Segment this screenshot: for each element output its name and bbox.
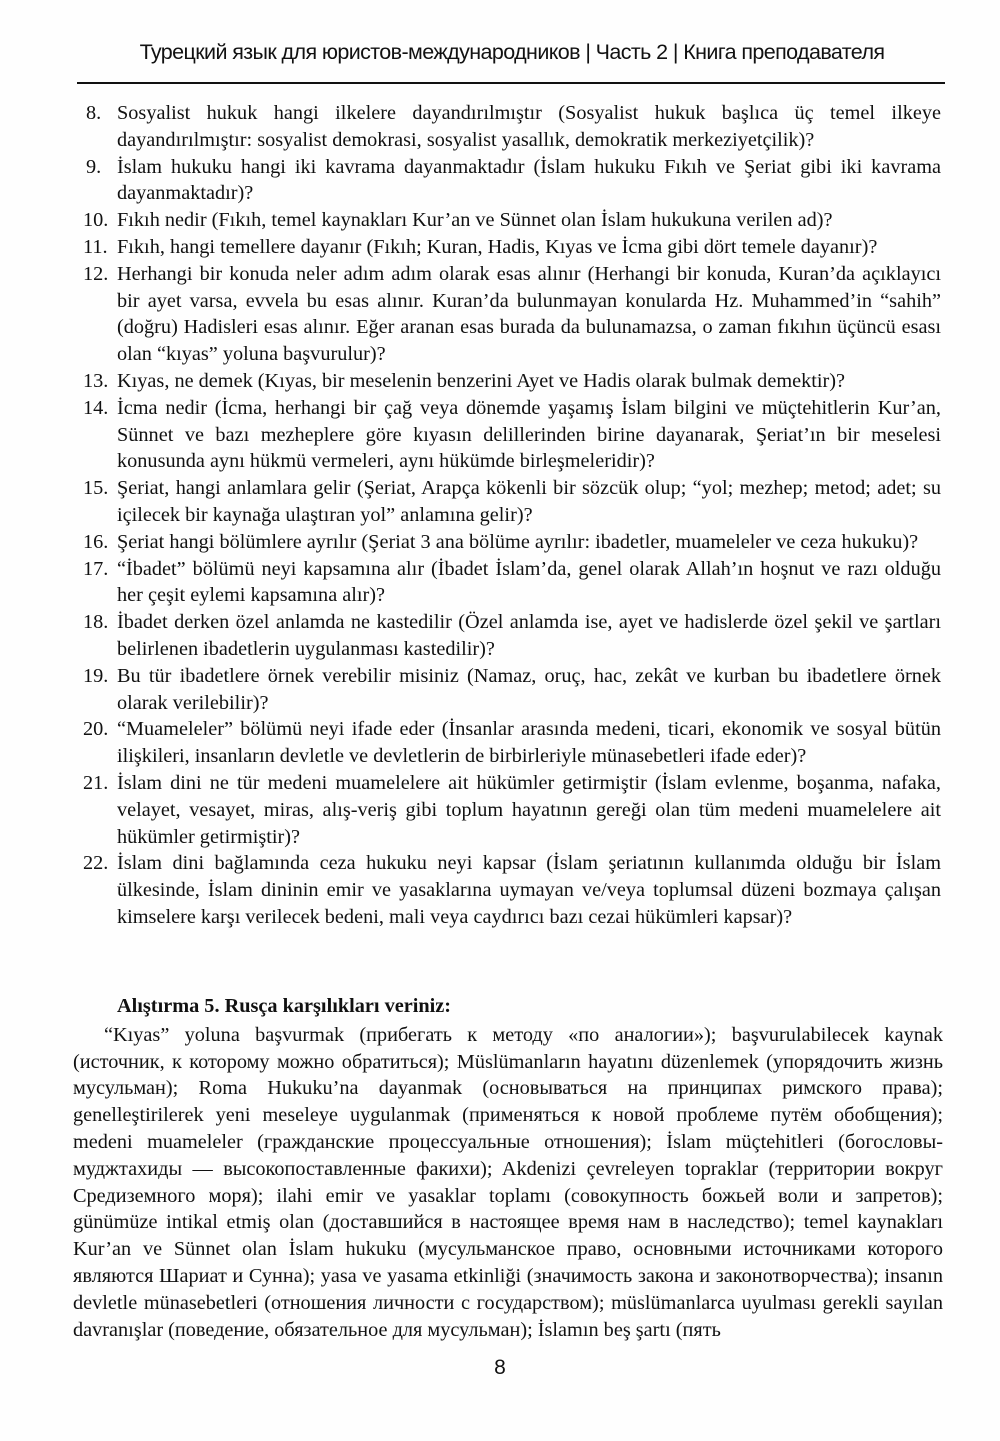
question-item bbox=[83, 770, 941, 850]
question-number: 20. bbox=[83, 718, 109, 741]
header-rule bbox=[77, 82, 945, 84]
question-text: Kıyas, ne demek (Kıyas, bir meselenin benzerini Ayet ve Hadis olarak bulmak demektir)? bbox=[117, 369, 846, 392]
question-number: 22. bbox=[83, 852, 109, 875]
question-text: İslam hukuku hangi iki kavrama dayanmaktadır (İslam hukuku Fıkıh ve Şeriat gibi iki kavrama dayanmaktadır)? bbox=[117, 155, 941, 205]
question-text: “İbadet” bölümü neyi kapsamına alır (İbadet İslam’da, genel olarak Allah’ın hoşnut ve razı olduğu her çeşit eylemi kapsamına alır)? bbox=[117, 557, 941, 607]
running-header: Турецкий язык для юристов-международников | Часть 2 | Книга преподавателя bbox=[139, 40, 885, 64]
question-item bbox=[83, 395, 941, 475]
question-number: 14. bbox=[83, 396, 109, 419]
question-number: 9. bbox=[86, 155, 102, 178]
question-text: İslam dini bağlamında ceza hukuku neyi kapsar (İslam şeriatının kullanımda olduğu bir İslam ülkesinde, İslam dininin emir ve yasaklarına uymayan ve/veya toplumsal düzeni bozmaya çalışan kimselere karşı verilecek bedeni, mali veya caydırıcı bazı cezai hükümleri kapsar)? bbox=[117, 852, 941, 928]
question-item bbox=[83, 475, 941, 529]
question-text: “Muameleler” bölümü neyi ifade eder (İnsanlar arasında medeni, ticari, ekonomik ve sosyal bütün ilişkileri, insanların devletle ve devletlerin de birbirleriyle münasebetleri ifade eder)? bbox=[117, 718, 941, 768]
question-text: Şeriat hangi bölümlere ayrılır (Şeriat 3 ana bölüme ayrılır: ibadetler, muameleler ve ceza hukuku)? bbox=[117, 530, 919, 553]
question-number: 15. bbox=[83, 477, 109, 500]
question-number: 21. bbox=[83, 771, 109, 794]
exercise-body: “Kıyas” yoluna başvurmak (прибегать к методу «по аналогии»); başvurulabilecek kaynak (источник, к которому можно обратиться); Müslümanların hayatını düzenlemek (упорядочить жизнь мусульман); Roma Hukuku’na dayanmak (основываться на принципах римского права); genelleştirilerek yeni meseleye uygulanmak (применяться к новой проблеме путём обобщения); medeni muameleler (гражданские процессуальные отношения); İslam müçtehitleri (богословы-муджтахиды — высокопоставленные факихи); Akdenizi çevreleyen topraklar (территории вокруг Средиземного моря); ilahi emir ve yasaklar toplamı (совокупность божьей воли и запретов); günümüze intikal etmiş olan (доставшийся в настоящее время нам в наследство); temel kaynakları Kur’an ve Sünnet olan İslam hukuku (мусульманское право, основными источниками которого являются Шариат и Сунна); yasa ve yasama etkinliği (значимость закона и законотворчества); insanın devletle münasebetleri (отношения личности с государством); müslümanlarca uyulması gerekli sayılan davranışlar (поведение, обязательное для мусульман); İslamın beş şartı (пять bbox=[73, 1023, 943, 1341]
question-number: 12. bbox=[83, 262, 109, 285]
exercise-title: Alıştırma 5. Rusça karşılıkları veriniz: bbox=[117, 995, 452, 1017]
question-text: Fıkıh nedir (Fıkıh, temel kaynakları Kur’an ve Sünnet olan İslam hukukuna verilen ad)? bbox=[117, 209, 833, 232]
question-item bbox=[83, 556, 941, 610]
question-text: Bu tür ibadetlere örnek verebilir misiniz (Namaz, oruç, hac, zekât ve kurban bu ibadetlere örnek olarak verilebilir)? bbox=[117, 664, 941, 714]
question-number: 11. bbox=[83, 235, 108, 258]
question-item bbox=[86, 154, 941, 208]
question-text: İcma nedir (İcma, herhangi bir çağ veya dönemde yaşamış İslam bilgini ve müçtehitlerin Kur’an, Sünnet ve bazı mezheplere göre kıyasın delillerinden birine dayanarak, Şeriat’ın bir meselesi konusunda aynı hükmü vermeleri, aynı hükümde birleşmeleridir)? bbox=[117, 396, 941, 473]
question-number: 18. bbox=[83, 611, 109, 634]
question-list bbox=[83, 100, 941, 931]
question-text: İbadet derken özel anlamda ne kastedilir (Özel anlamda ise, ayet ve hadislerde özel şekil ve şartları belirlenen ibadetlerin uygulanması kastedilir)? bbox=[117, 611, 941, 660]
question-item bbox=[83, 850, 941, 930]
page-number: 8 bbox=[494, 1356, 506, 1379]
question-item bbox=[83, 663, 941, 717]
question-number: 17. bbox=[83, 557, 109, 580]
question-number: 13. bbox=[83, 369, 109, 392]
question-text: Sosyalist hukuk hangi ilkelere dayandırılmıştır (Sosyalist hukuk başlıca üç temel ilkeye dayandırılmıştır: sosyalist demokrasi, sosyalist yasallık, demokratik merkeziyetçilik)? bbox=[117, 102, 941, 151]
question-item bbox=[83, 529, 941, 556]
question-item bbox=[83, 234, 941, 261]
question-number: 10. bbox=[83, 209, 109, 232]
question-item bbox=[83, 207, 941, 234]
question-text: Şeriat, hangi anlamlara gelir (Şeriat, Arapça kökenli bir sözcük olup; “yol; mezhep; metod; adet; su içilecek bir kaynağa ulaştıran yol” anlamına gelir)? bbox=[117, 477, 941, 526]
question-item bbox=[86, 100, 941, 154]
question-text: Fıkıh, hangi temellere dayanır (Fıkıh; Kuran, Hadis, Kıyas ve İcma gibi dört temele dayanır)? bbox=[117, 235, 878, 258]
question-text: Herhangi bir konuda neler adım adım olarak esas alınır (Herhangi bir konuda, Kuran’da açıklayıcı bir ayet varsa, evvela bu esas alınır. Kuran’da bulunmayan konularda Hz. Muhammed’in “sahih” (doğru) Hadisleri esas alınır. Eğer aranan esas burada da bulunamazsa, o zaman fıkıhın üçüncü esası olan “kıyas” yoluna başvurulur)? bbox=[117, 262, 941, 366]
question-item bbox=[83, 716, 941, 770]
question-item bbox=[83, 368, 941, 395]
question-text: İslam dini ne tür medeni muamelelere ait hükümler getirmiştir (İslam evlenme, boşanma, nafaka, velayet, vesayet, miras, alış-veriş gibi toplum hayatının gereği olan tüm medeni muamelelere ait hükümler getirmiştir)? bbox=[117, 771, 941, 848]
question-number: 19. bbox=[83, 664, 109, 687]
question-number: 8. bbox=[86, 102, 102, 124]
exercise-section bbox=[73, 993, 943, 1343]
question-item bbox=[83, 609, 941, 663]
question-item bbox=[83, 261, 941, 368]
question-number: 16. bbox=[83, 530, 109, 553]
